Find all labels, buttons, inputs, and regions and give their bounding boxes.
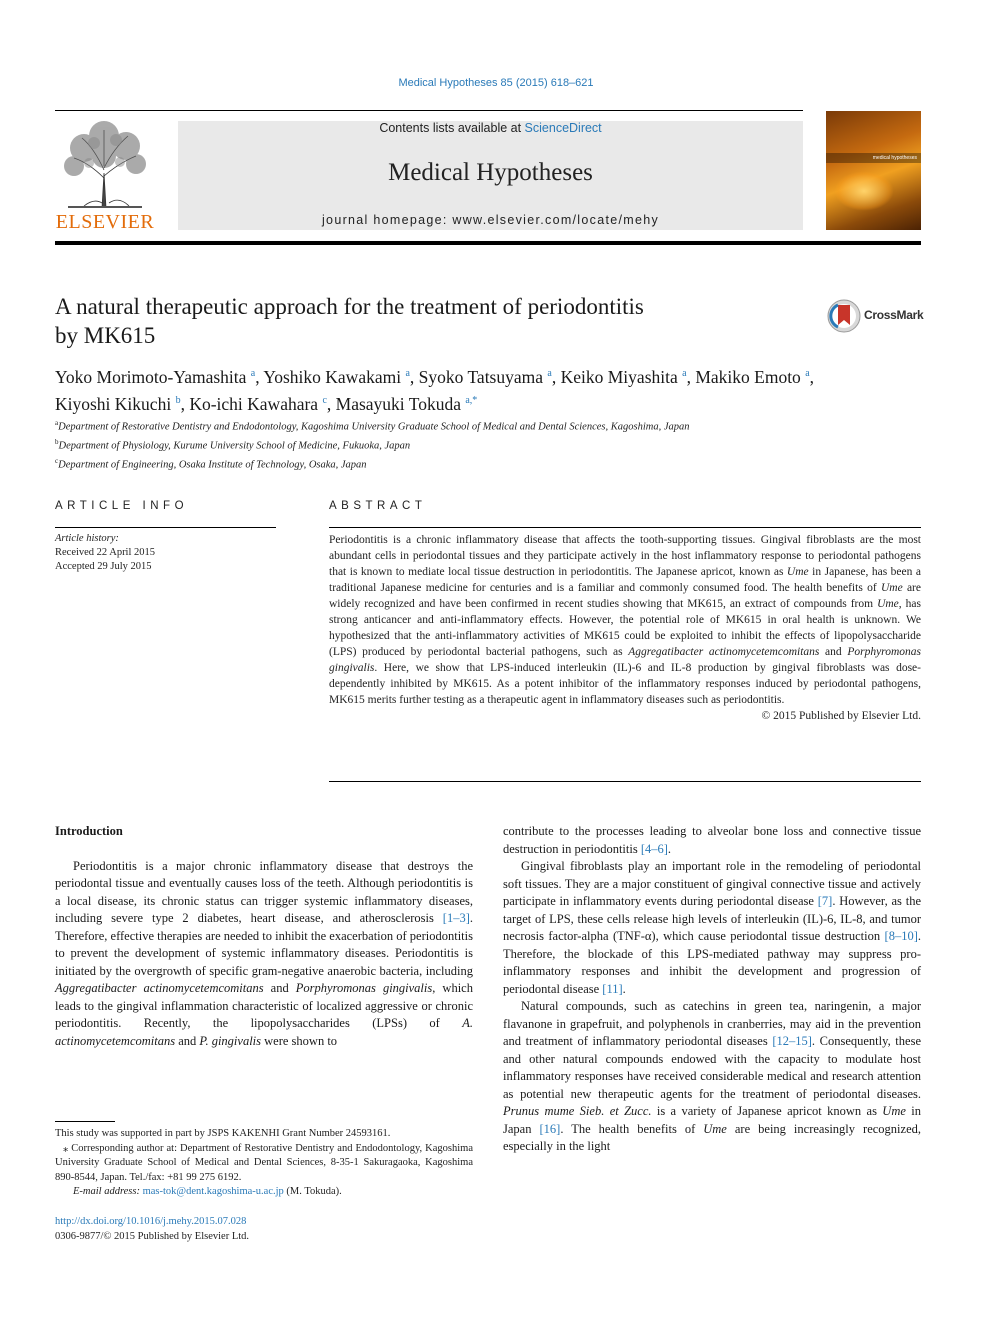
author-list: Yoko Morimoto-Yamashita $^a$, Yoshiko Kawakami $^a$, Syoko Tatsuyama $^a$, Keiko Miyashita $^a$, Makiko Emoto $^a$, Kiyoshi Kikuchi $^b$, Ko-ichi Kawahara $^c$, Masayuki Tokuda $^{a,*}$ — [55, 366, 815, 414]
citation-link[interactable]: [1–3] — [442, 911, 470, 925]
citation-link[interactable]: [11] — [602, 981, 623, 996]
issn-line: 0306-9877/© 2015 Published by Elsevier Ltd. — [55, 1230, 250, 1242]
received-date: Received 22 April 2015 — [55, 547, 156, 558]
email-note: E-mail address: mas-tok@dent.kagoshima-u.ac.jp (M. Tokuda). — [73, 1186, 342, 1197]
elsevier-logo[interactable] — [54, 118, 156, 234]
intro-paragraph-2: Gingival fibroblasts play an important role in the remodeling of periodontal soft tissues. They are a major constituent of gingival connective tissue and actively participate in inflammatory events during periodontal disease [7]. However, as the target of LPS, these cells release high levels of interleukin (IL)-6, IL-8, and tumor necrosis factor-alpha (TNF-α), which cause periodontal tissue destruction [8–10]. Therefore, the blockade of this LPS-mediated pathway may suppress pro-inflammatory responses and inhibit the development and progression of periodontal disease [11]. — [503, 859, 921, 996]
body-column-right — [503, 823, 921, 1156]
sciencedirect-link[interactable]: ScienceDirect — [524, 121, 602, 135]
affiliation-c: $^c$Department of Engineering, Osaka Institute of Technology, Osaka, Japan — [55, 457, 367, 471]
citation-link[interactable]: [7] — [817, 894, 833, 908]
introduction-heading: Introduction — [55, 824, 123, 838]
abstract-rule — [329, 527, 921, 528]
abstract-text — [329, 532, 921, 724]
elsevier-wordmark: ELSEVIER — [55, 211, 155, 233]
author[interactable]: Syoko Tatsuyama $^a$ — [418, 366, 552, 387]
history-label: Article history: — [55, 533, 119, 544]
intro-paragraph-1-cont: contribute to the processes leading to alveolar bone loss and connective tissue destruction in periodontitis [4–6]. — [503, 824, 921, 856]
corresponding-author-note: ⁎ Corresponding author at: Department of Restorative Dentistry and Endodontology, Kagoshima University Graduate School of Medical and Dental Sciences, 8-35-1 Sakuragaoka, Kagoshima 890-8544, Japan. Tel./fax: +81 99 275 6192. — [55, 1142, 473, 1183]
footnotes — [55, 1127, 473, 1200]
author[interactable]: Kiyoshi Kikuchi $^b$ — [55, 393, 181, 414]
article-info-rule — [55, 527, 276, 528]
crossmark-badge[interactable] — [826, 298, 926, 334]
article-title — [55, 292, 775, 350]
footnote-rule — [55, 1121, 115, 1122]
author[interactable]: Ko-ichi Kawahara $^c$ — [189, 393, 327, 414]
author[interactable]: Yoshiko Kawakami $^a$ — [263, 366, 410, 387]
cover-title: medical hypotheses — [872, 155, 917, 161]
header-thick-rule — [55, 241, 921, 245]
author[interactable]: Keiko Miyashita $^a$ — [560, 366, 687, 387]
elsevier-tree-icon — [54, 118, 156, 212]
page-footer — [55, 1215, 473, 1244]
intro-paragraph-1: Periodontitis is a major chronic inflammatory disease that destroys the periodontal tissue and eventually causes loss of the teeth. Although periodontitis is a local disease, its chronic status can trigger systemic inflammatory diseases, including severe type 2 diabetes, heart disease, and atherosclerosis [1–3]. Therefore, effective therapies are needed to inhibit the exacerbation of periodontitis to prevent the development of systemic inflammatory diseases. Periodontitis is initiated by the overgrowth of specific gram-negative anaerobic bacteria, including Aggregatibacter actinomycetemcomitans and Porphyromonas gingivalis, which leads to the gingival inflammation characteristic of localized aggressive or chronic periodontitis. Recently, the lipopolysaccharides (LPSs) of A. actinomycetemcomitans and P. gingivalis were shown to — [55, 858, 473, 1048]
affiliation-b: $^b$Department of Physiology, Kurume University School of Medicine, Fukuoka, Japan — [55, 438, 411, 452]
journal-title: Medical Hypotheses — [388, 159, 593, 186]
citation-link[interactable]: [4–6] — [640, 841, 668, 856]
contents-prefix: Contents lists available at — [379, 121, 525, 135]
article-title-line2: by MK615 — [55, 323, 156, 348]
journal-reference[interactable]: Medical Hypotheses 85 (2015) 618–621 — [398, 77, 594, 89]
abstract-heading: ABSTRACT — [329, 500, 427, 512]
funding-note: This study was supported in part by JSPS KAKENHI Grant Number 24593161. — [55, 1128, 391, 1139]
cover-glow — [834, 171, 894, 211]
header-top-rule — [55, 110, 803, 111]
abstract-copyright: © 2015 Published by Elsevier Ltd. — [761, 710, 921, 722]
crossmark-label: CrossMark — [864, 308, 924, 322]
article-info-heading: ARTICLE INFO — [55, 500, 189, 512]
contents-line — [178, 121, 803, 135]
article-title-line1: A natural therapeutic approach for the treatment of periodontitis — [55, 294, 644, 319]
journal-cover-image[interactable] — [826, 111, 921, 230]
citation-link[interactable]: [12–15] — [772, 1034, 812, 1048]
email-link[interactable]: mas-tok@dent.kagoshima-u.ac.jp — [142, 1186, 284, 1197]
body-column-left — [55, 823, 473, 1050]
intro-paragraph-3: Natural compounds, such as catechins in green tea, naringenin, a major flavanone in grapefruit, and polyphenols in cranberries, may aid in the prevention and treatment of inflammatory periodontal diseases [12–15]. Consequently, these and other natural compounds endowed with the capacity to modulate host inflammatory responses have received considerable medical and research attention as potential new therapeutic agents for the treatment of periodontal diseases. Prunus mume Sieb. et Zucc. is a variety of Japanese apricot known as Ume in Japan [16]. The health benefits of Ume are being increasingly recognized, especially in the light — [503, 999, 921, 1153]
journal-header-box — [178, 121, 803, 230]
affiliation-a: $^a$Department of Restorative Dentistry and Endodontology, Kagoshima University Graduate School of Medical and Dental Sciences, Kagoshima, Japan — [55, 419, 690, 433]
accepted-date: Accepted 29 July 2015 — [55, 561, 152, 572]
abstract-paragraph: Periodontitis is a chronic inflammatory disease that affects the tooth-supporting tissues. Gingival fibroblasts are the most abundant cells in periodontal tissues and they participate actively in the host inflammatory response to periodontal pathogens that is known to mediate local tissue destruction in periodontitis. The Japanese apricot, known as Ume in Japanese, has been a traditional Japanese medicine for centuries and is a familiar and commonly consumed food. The health benefits of Ume are widely recognized and have been confirmed in recent studies showing that MK615, an extract of compounds from Ume, has strong anticancer and anti-inflammatory effects. However, the potential role of MK615 in oral health is unknown. We hypothesized that the anti-inflammatory activities of MK615 could be exploited to inhibit the effects of lipopolysaccharide (LPS) produced by periodontal bacterial pathogens, such as Aggregatibacter actinomycetemcomitans and Porphyromonas gingivalis. Here, we show that LPS-induced interleukin (IL)-6 and IL-8 production by gingival fibroblasts was dose-dependently inhibited by MK615. As a potent inhibitor of the inflammatory responses induced by periodontal pathogens, MK615 merits further testing as a therapeutic agent in inflammatory diseases such as periodontitis. — [329, 534, 921, 706]
abstract-end-rule — [329, 781, 921, 782]
doi-link[interactable]: http://dx.doi.org/10.1016/j.mehy.2015.07.028 — [55, 1216, 247, 1227]
citation-link[interactable]: [16] — [539, 1121, 561, 1136]
article-history — [55, 532, 276, 574]
citation-link[interactable]: [8–10] — [884, 929, 918, 943]
journal-homepage[interactable]: journal homepage: www.elsevier.com/locate/mehy — [321, 213, 660, 227]
author[interactable]: Masayuki Tokuda $^{a,*}$ — [335, 393, 478, 414]
affiliations — [55, 416, 925, 473]
author[interactable]: Yoko Morimoto-Yamashita $^a$ — [55, 366, 256, 387]
crossmark-icon — [826, 298, 862, 334]
author[interactable]: Makiko Emoto $^a$ — [695, 366, 810, 387]
